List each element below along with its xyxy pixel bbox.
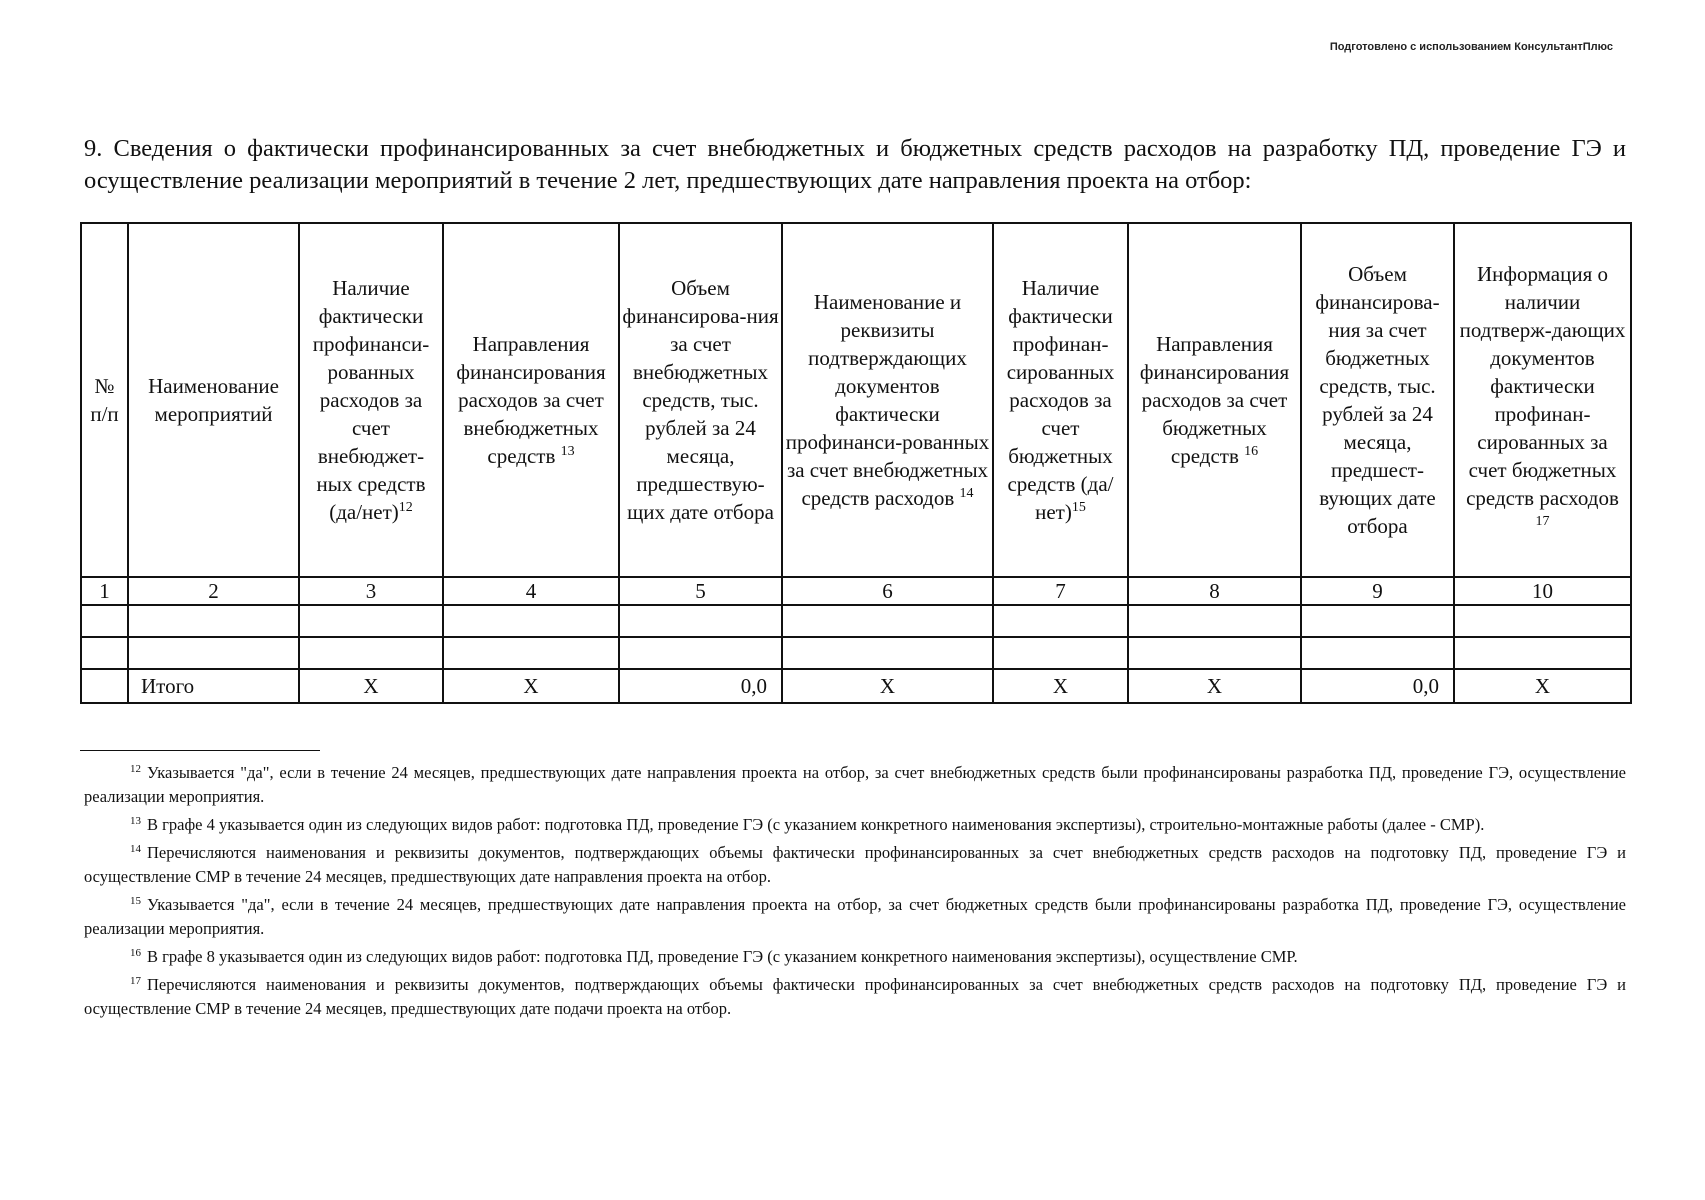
footnote-number: 13 — [130, 814, 141, 827]
table-cell — [782, 605, 993, 637]
table-cell — [1454, 637, 1631, 669]
table-cell — [1128, 637, 1301, 669]
footnote-number: 12 — [130, 762, 141, 775]
table-cell — [619, 605, 782, 637]
prepared-with-note: Подготовлено с использованием КонсультантПлюс — [1329, 41, 1613, 53]
table-row — [81, 637, 1631, 669]
column-number: 9 — [1301, 577, 1454, 605]
total-cell: X — [1128, 669, 1301, 703]
table-cell — [299, 605, 443, 637]
table-cell — [299, 637, 443, 669]
column-number: 1 — [81, 577, 128, 605]
total-cell: X — [299, 669, 443, 703]
column-number: 5 — [619, 577, 782, 605]
column-number: 6 — [782, 577, 993, 605]
footnote: $^{15}$ Указывается "да", если в течение 24 месяцев, предшествующих дате направления проекта на отбор, за счет бюджетных средств были профинансированы разработка ПД, проведение ГЭ, осуществление реализации мероприятия. — [84, 894, 1626, 938]
financing-table — [80, 222, 1632, 704]
total-cell: X — [1454, 669, 1631, 703]
footnotes — [84, 761, 1626, 1025]
column-number: 10 — [1454, 577, 1631, 605]
column-number: 3 — [299, 577, 443, 605]
header-cell-10: Информация о наличии подтверж-дающих документов фактически профинан-сированных за счет бюджетных средств расходов $^{17}$ — [1454, 223, 1631, 577]
table-row — [81, 605, 1631, 637]
footnote: $^{14}$ Перечисляются наименования и реквизиты документов, подтверждающих объемы фактически профинансированных за счет внебюджетных средств расходов на подготовку ПД, проведение ГЭ и осуществление СМР в течение 24 месяцев, предшествующих дате направления проекта на отбор. — [84, 842, 1626, 886]
table-cell — [443, 637, 619, 669]
total-row — [81, 669, 1631, 703]
total-cell: X — [993, 669, 1128, 703]
column-number-row — [81, 577, 1631, 605]
total-cell: 0,0 — [619, 669, 782, 703]
section-heading: 9. Сведения о фактически профинансированных за счет внебюджетных и бюджетных средств расходов на разработку ПД, проведение ГЭ и осуществление реализации мероприятий в течение 2 лет, предшествующих дате направления проекта на отбор: — [84, 135, 1626, 194]
column-number: 2 — [128, 577, 299, 605]
footnote: $^{17}$ Перечисляются наименования и реквизиты документов, подтверждающих объемы фактически профинансированных за счет внебюджетных средств расходов на подготовку ПД, проведение ГЭ и осуществление СМР в течение 24 месяцев, предшествующих дате подачи проекта на отбор. — [84, 974, 1626, 1018]
table-cell — [619, 637, 782, 669]
table-cell — [1128, 605, 1301, 637]
total-label: Итого — [128, 669, 299, 703]
column-number: 4 — [443, 577, 619, 605]
footnote-number: 17 — [130, 974, 141, 987]
table-cell — [993, 637, 1128, 669]
header-cell-5: Объем финансирова-ния за счет внебюджетных средств, тыс. рублей за 24 месяца, предшествую-щих дате отбора — [619, 223, 782, 577]
header-cell-6: Наименование и реквизиты подтверждающих документов фактически профинанси-рованных за счет внебюджетных средств расходов $^{14}$ — [782, 223, 993, 577]
table-cell — [443, 605, 619, 637]
table-cell — [1454, 605, 1631, 637]
column-number: 8 — [1128, 577, 1301, 605]
footnote: $^{16}$ В графе 8 указывается один из следующих видов работ: подготовка ПД, проведение ГЭ (с указанием конкретного наименования экспертизы), осуществление СМР. — [130, 946, 1298, 966]
column-number: 7 — [993, 577, 1128, 605]
footnote-separator — [80, 750, 320, 751]
header-cell-1: № п/п — [81, 223, 128, 577]
header-cell-7: Наличие фактически профинан-сированных расходов за счет бюджетных средств $(да/нет)^{15}$ — [993, 223, 1128, 577]
total-cell: 0,0 — [1301, 669, 1454, 703]
footnote-number: 15 — [130, 894, 141, 907]
table-cell — [128, 605, 299, 637]
table-header-row — [81, 223, 1631, 577]
footnote: $^{12}$ Указывается "да", если в течение 24 месяцев, предшествующих дате направления проекта на отбор, за счет внебюджетных средств были профинансированы разработка ПД, проведение ГЭ, осуществление реализации мероприятия. — [84, 762, 1626, 806]
header-cell-2: Наименование мероприятий — [128, 223, 299, 577]
footnote: $^{13}$ В графе 4 указывается один из следующих видов работ: подготовка ПД, проведение ГЭ (с указанием конкретного наименования экспертизы), строительно-монтажные работы (далее - СМР). — [130, 814, 1485, 834]
header-cell-3: Наличие фактически профинанси-рованных расходов за счет внебюджет-ных средств $(да/нет)^{12}$ — [299, 223, 443, 577]
table-cell — [81, 605, 128, 637]
table-cell — [782, 637, 993, 669]
total-cell: X — [782, 669, 993, 703]
table-cell — [1301, 605, 1454, 637]
table-cell — [81, 637, 128, 669]
table-cell — [81, 669, 128, 703]
header-cell-4: Направления финансирования расходов за счет внебюджетных средств $^{13}$ — [443, 223, 619, 577]
total-cell: X — [443, 669, 619, 703]
header-cell-8: Направления финансирования расходов за счет бюджетных средств $^{16}$ — [1128, 223, 1301, 577]
table-cell — [1301, 637, 1454, 669]
footnote-number: 16 — [130, 946, 141, 959]
footnote-number: 14 — [130, 842, 141, 855]
table-cell — [128, 637, 299, 669]
table-cell — [993, 605, 1128, 637]
header-cell-9: Объем финансирова-ния за счет бюджетных средств, тыс. рублей за 24 месяца, предшест-вующих дате отбора — [1301, 223, 1454, 577]
